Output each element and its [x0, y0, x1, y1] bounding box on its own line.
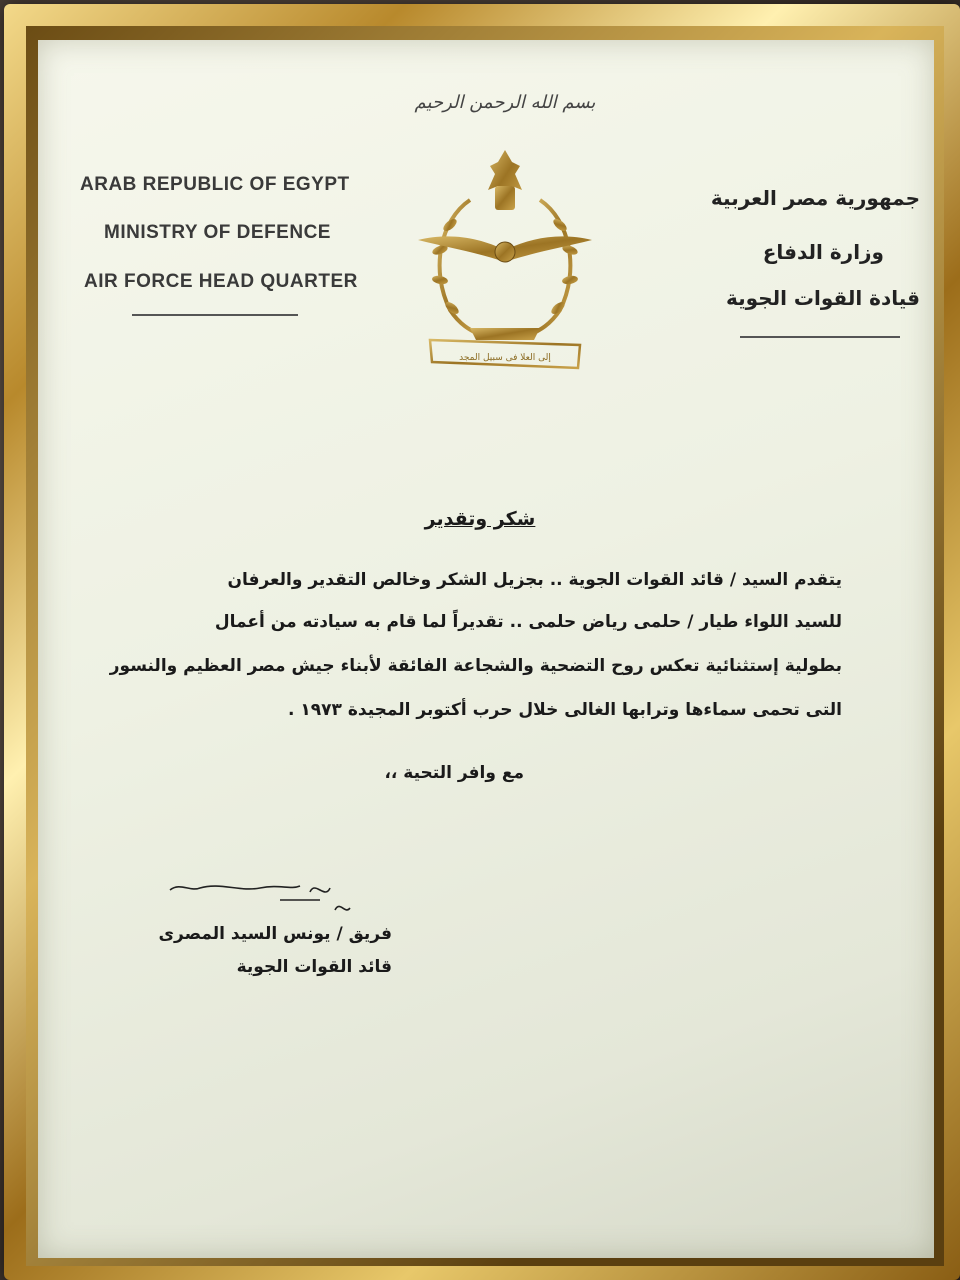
header-en-line-3: AIR FORCE HEAD QUARTER — [84, 271, 358, 292]
letter-line-2: للسيد اللواء طيار / حلمى رياض حلمى .. تقديراً لما قام به سيادته من أعمال — [214, 612, 842, 632]
letter-title: شكر وتقدير — [424, 508, 536, 530]
header-ar-line-1: جمهورية مصر العربية — [710, 186, 920, 210]
letter-line-1: يتقدم السيد / قائد القوات الجوية .. بجزيل الشكر وخالص التقدير والعرفان — [227, 570, 842, 590]
header-ar-line-3: قيادة القوات الجوية — [726, 286, 920, 310]
handwritten-signature — [160, 870, 400, 930]
header-underline-left — [132, 314, 298, 316]
header-en-line-2: MINISTRY OF DEFENCE — [104, 222, 331, 243]
emblem-motto: إلى العلا فى سبيل المجد — [459, 353, 551, 363]
header-en-line-1: ARAB REPUBLIC OF EGYPT — [80, 174, 350, 195]
header-underline-right — [740, 336, 900, 338]
air-force-emblem-icon — [410, 140, 600, 380]
letter-line-4: التى تحمى سماءها وترابها الغالى خلال حرب أكتوبر المجيدة ١٩٧٣ . — [288, 700, 842, 720]
bismillah-handwritten: بسم الله الرحمن الرحيم — [414, 92, 596, 113]
signatory-title: قائد القوات الجوية — [236, 957, 392, 977]
letter-closing: مع وافر التحية ،، — [384, 763, 524, 783]
signatory-name: فريق / يونس السيد المصرى — [158, 924, 392, 944]
letter-line-3: بطولية إستثنائية تعكس روح التضحية والشجاعة الفائقة لأبناء جيش مصر العظيم والنسور — [109, 656, 842, 676]
header-ar-line-2: وزارة الدفاع — [762, 240, 884, 264]
